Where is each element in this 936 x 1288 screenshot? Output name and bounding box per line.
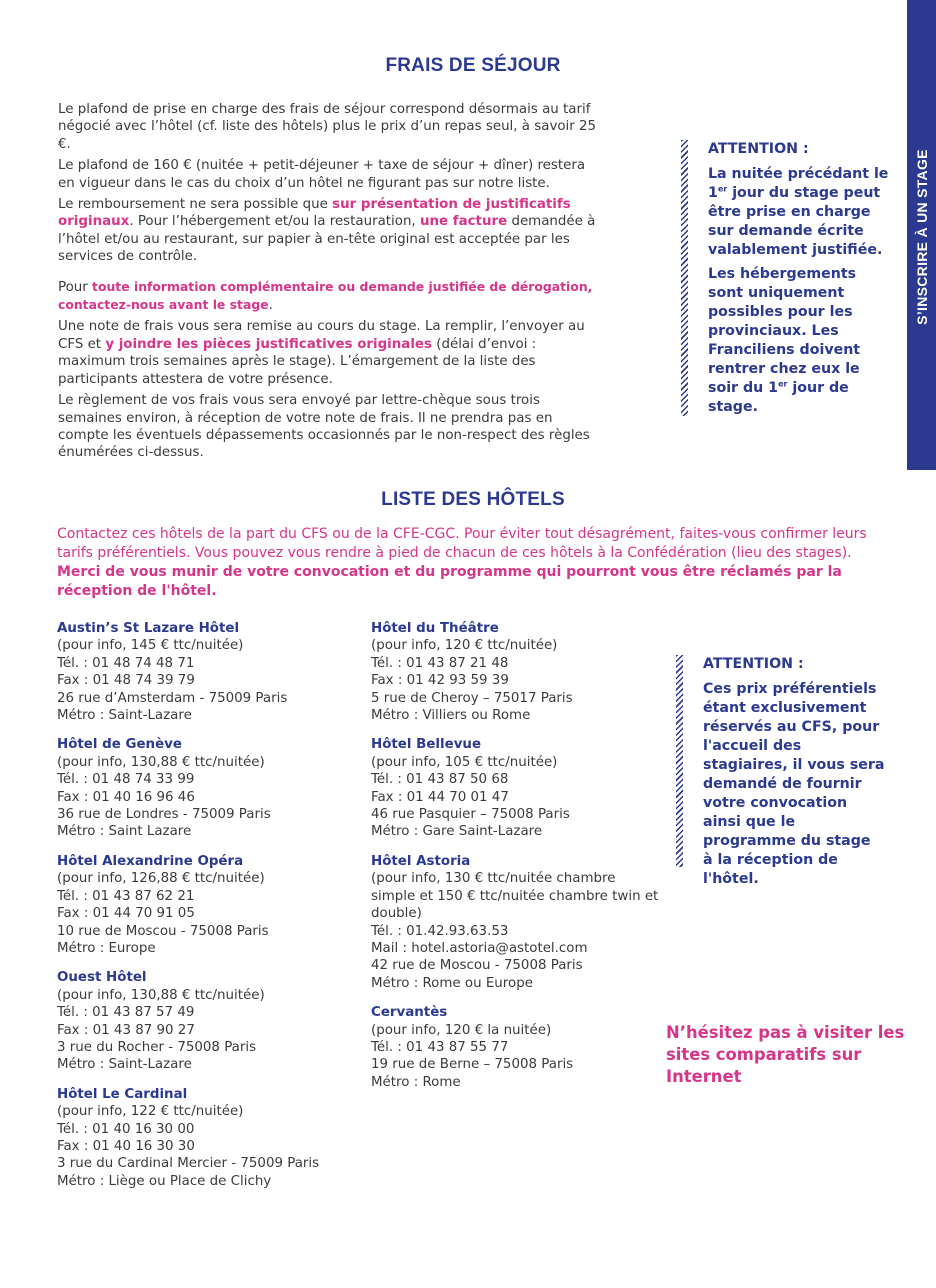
frais-paragraph-2: Le plafond de 160 € (nuitée + petit-déjeuner + taxe de séjour + dîner) restera en vigueur dans le cas du choix d’un hôtel ne figurant pas sur notre liste. [58,158,586,191]
hotel-detail: Fax : 01 48 74 39 79 [57,673,195,689]
hotel-detail: Mail : hotel.astoria@astotel.com [371,940,588,956]
hotel-detail: Tél. : 01 43 87 57 49 [57,1005,195,1021]
hotel-detail: (pour info, 130,88 € ttc/nuitée) [57,754,265,770]
hotel-detail: Fax : 01 40 16 96 46 [57,789,195,805]
hotel-column-left [57,620,357,1202]
hotel-entry [371,736,661,840]
hotel-detail: 10 rue de Moscou - 75008 Paris [57,923,269,939]
hotel-detail: (pour info, 130 € ttc/nuitée chambre simple et 150 € ttc/nuitée chambre twin et double) [371,871,659,922]
hotel-entry [57,736,357,840]
hotel-detail: Métro : Villiers ou Rome [371,708,531,724]
hotel-name: Hôtel Bellevue [371,737,482,753]
hotel-detail: 46 rue Pasquier – 75008 Paris [371,807,570,823]
hotel-name: Austin’s St Lazare Hôtel [57,621,240,636]
hotels-title: LISTE DES HÔTELS [381,489,565,510]
hotel-detail: Métro : Rome [371,1074,461,1090]
hotel-detail: Tél. : 01.42.93.63.53 [371,923,509,939]
hotel-detail: Tél. : 01 43 87 50 68 [371,772,509,788]
hotel-entry [371,620,661,724]
hotel-name: Hôtel Le Cardinal [57,1086,188,1102]
hotel-detail: (pour info, 120 € ttc/nuitée) [371,638,558,654]
hatch-divider [681,140,688,416]
hatch-divider [676,655,683,867]
hotel-detail: Tél. : 01 43 87 21 48 [371,655,509,671]
hotel-detail: Métro : Saint Lazare [57,824,192,840]
attention-box-2 [703,655,885,887]
hotel-name: Hôtel de Genève [57,737,182,753]
hotel-entry [57,853,357,957]
attention-paragraph-1: La nuitée précédant le 1er jour du stage peut être prise en charge sur demande écrite valablement justifiée. [708,166,889,258]
hotel-detail: Fax : 01 42 93 59 39 [371,673,509,689]
hotel-name: Hôtel Alexandrine Opéra [57,853,244,869]
attention-title: ATTENTION : [703,656,804,672]
frais-paragraph-4: Pour toute information complémentaire ou demande justifiée de dérogation, contactez-nous avant le stage. [58,278,593,314]
attention-title: ATTENTION : [708,141,809,157]
frais-paragraph-5: Une note de frais vous sera remise au cours du stage. La remplir, l’envoyer au CFS et y joindre les pièces justificatives originales (délai d’envoi : maximum trois semaines après le stage). L’émargement de la liste des participants attestera de votre présence. [58,319,585,387]
hotel-detail: Métro : Rome ou Europe [371,975,533,991]
hotel-entry [57,1086,357,1190]
attention-text: Ces prix préférentiels étant exclusivement réservés au CFS, pour l'accueil des stagiaires, il vous sera demandé de fournir votre convocation ainsi que le programme du stage à la réception de l'hôtel. [703,681,885,887]
hotel-detail: 3 rue du Cardinal Mercier - 75009 Paris [57,1156,320,1172]
frais-paragraph-3: Le remboursement ne sera possible que sur présentation de justificatifs originaux. Pour l’hébergement et/ou la restauration, une facture demandée à l’hôtel et/ou au restaurant, sur papier à en-tête original est acceptée par les services de contrôle. [58,197,596,265]
hotel-entry [371,1004,661,1091]
hotel-detail: 19 rue de Berne – 75008 Paris [371,1057,574,1073]
frais-paragraph-1: Le plafond de prise en charge des frais de séjour correspond désormais au tarif négocié avec l’hôtel (cf. liste des hôtels) plus le prix d’un repas seul, à savoir 25 €. [58,102,597,152]
hotel-name: Hôtel Astoria [371,853,471,869]
side-tab-label: S’INSCRIRE À UN STAGE [913,149,930,325]
hotel-entry [371,853,661,992]
hotel-detail: Métro : Saint-Lazare [57,708,192,724]
hotel-detail: (pour info, 126,88 € ttc/nuitée) [57,871,265,887]
hotel-detail: Tél. : 01 43 87 62 21 [57,888,195,904]
hotel-detail: Métro : Saint-Lazare [57,1057,192,1073]
frais-body [58,101,606,466]
comparison-sites-note: N’hésitez pas à visiter les sites comparatifs sur Internet [666,1023,905,1086]
hotel-detail: 5 rue de Cheroy – 75017 Paris [371,690,573,706]
hotel-detail: Tél. : 01 48 74 33 99 [57,772,195,788]
hotel-detail: Métro : Europe [57,940,156,956]
hotel-detail: 26 rue d’Amsterdam - 75009 Paris [57,690,288,706]
hotel-name: Cervantès [371,1005,448,1021]
hotel-entry [57,969,357,1073]
hotel-detail: Métro : Gare Saint-Lazare [371,824,543,840]
attention-paragraph-2: Les hébergements sont uniquement possibles pour les provinciaux. Les Franciliens doivent rentrer chez eux le soir du 1er jour de stage. [708,266,861,415]
hotel-entry [57,620,357,724]
hotels-intro: Contactez ces hôtels de la part du CFS ou de la CFE-CGC. Pour éviter tout désagrément, faites-vous confirmer leurs tarifs préférentiels. Vous pouvez vous rendre à pied de chacun de ces hôtels à la Confédération (lieu des stages). Merci de vous munir de votre convocation et du programme qui pourront vous être réclamés par la réception de l'hôtel. [57,526,867,599]
frais-title: FRAIS DE SÉJOUR [385,55,561,76]
hotel-column-right [371,620,661,1103]
frais-paragraph-6: Le règlement de vos frais vous sera envoyé par lettre-chèque sous trois semaines environ, à réception de votre note de frais. Il ne prendra pas en compte les éventuels dépassements occasionnés par le non-respect des règles énumérées ci-dessus. [58,393,590,461]
hotel-detail: Fax : 01 44 70 01 47 [371,789,509,805]
hotel-detail: Métro : Liège ou Place de Clichy [57,1173,272,1189]
hotel-detail: 3 rue du Rocher - 75008 Paris [57,1039,257,1055]
hotel-detail: 36 rue de Londres - 75009 Paris [57,807,271,823]
hotel-detail: Tél. : 01 40 16 30 00 [57,1121,195,1137]
hotel-name: Ouest Hôtel [57,970,147,986]
hotel-detail: (pour info, 105 € ttc/nuitée) [371,754,558,770]
hotel-detail: (pour info, 120 € la nuitée) [371,1022,552,1038]
hotel-detail: Fax : 01 44 70 91 05 [57,906,195,922]
hotel-detail: Fax : 01 40 16 30 30 [57,1138,195,1154]
hotel-detail: 42 rue de Moscou - 75008 Paris [371,958,583,974]
hotel-name: Hôtel du Théâtre [371,621,499,636]
attention-box-1 [708,140,890,416]
hotel-detail: (pour info, 122 € ttc/nuitée) [57,1104,244,1120]
hotel-detail: (pour info, 145 € ttc/nuitée) [57,638,244,654]
hotel-detail: (pour info, 130,88 € ttc/nuitée) [57,987,265,1003]
hotel-detail: Fax : 01 43 87 90 27 [57,1022,195,1038]
hotel-detail: Tél. : 01 43 87 55 77 [371,1039,509,1055]
hotel-detail: Tél. : 01 48 74 48 71 [57,655,195,671]
